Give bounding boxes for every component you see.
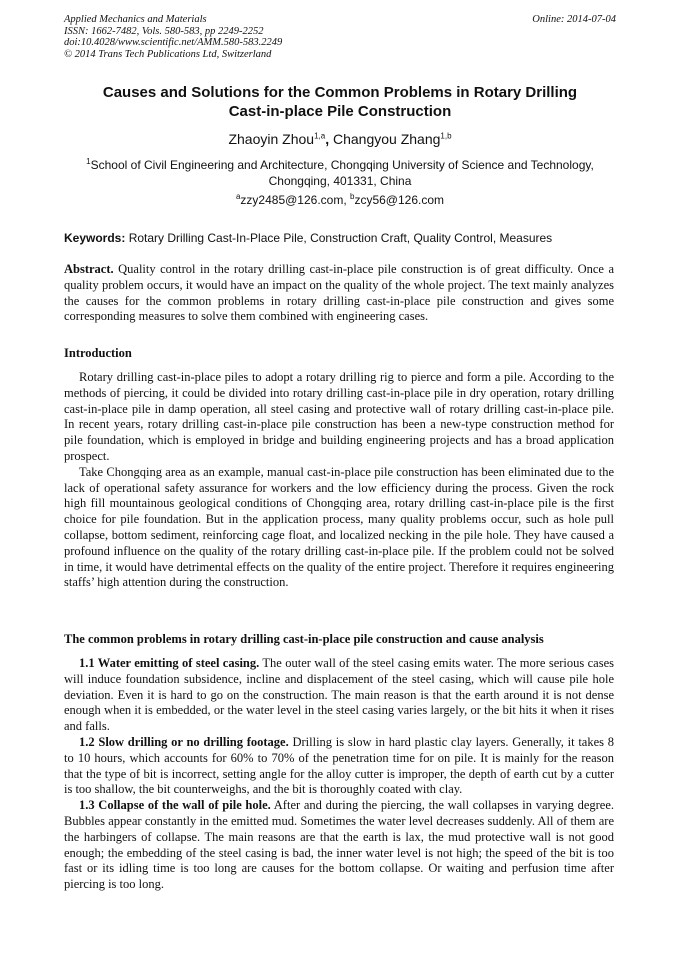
- title-line-2: Cast-in-place Pile Construction: [228, 103, 452, 120]
- author-2-affil-sup: 1,b: [440, 131, 452, 141]
- author-1-affil-sup: 1,a: [314, 131, 326, 141]
- copyright-line: © 2014 Trans Tech Publications Ltd, Switzerland: [64, 48, 272, 60]
- introduction-section: [64, 370, 614, 591]
- issn-line: ISSN: 1662-7482, Vols. 580-583, pp 2249-2252: [64, 25, 264, 37]
- subsection-1-3-text: After and during the piercing, the wall collapses in varying degree. Bubbles appear constantly in the emitted mud. Sometimes the water level decreases suddenly. All of them are the harbingers of collapse. The main reasons are that the earth is lax, the mud protective wall is not good enough; the embedding of the steel casing is bad, the inner water level is not high; the speed of the bit is too fast or its idling time is too long are causes for the bottom collapse. Or waiting and perfusion time after piercing is too long.: [64, 798, 615, 892]
- subsection-1-2-label: 1.2 Slow drilling or no drilling footage.: [79, 734, 289, 749]
- affiliation-line-2: Chongqing, 401331, China: [268, 174, 412, 188]
- journal-name: Applied Mechanics and Materials: [64, 14, 207, 25]
- section-2: [64, 656, 614, 893]
- subsection-1-2-text: Drilling is slow in hard plastic clay layers. Generally, it takes 8 to 10 hours, which accounts for 60% to 70% of the penetration time for on pile. It is mainly for the reason that the type of bit is incorrect, setting angle for the alloy cutter is improper, the depth of earth cut by a cutter is too shallow, the bit counterweighs, and the bit is thoroughly coated with clay.: [64, 734, 614, 797]
- section-2-heading: The common problems in rotary drilling cast-in-place pile construction and cause analysis: [64, 632, 544, 646]
- author-2-name: Changyou Zhang: [332, 131, 441, 147]
- keywords-line: [64, 230, 616, 246]
- affiliation: [64, 157, 616, 189]
- email-a[interactable]: zzy2485@126.com,: [240, 193, 350, 207]
- journal-header: [64, 14, 616, 60]
- online-date: Online: 2014-07-04: [532, 14, 616, 25]
- title-line-1: Causes and Solutions for the Common Problems in Rotary Drilling: [102, 84, 578, 101]
- abstract-label: Abstract.: [64, 262, 114, 276]
- introduction-heading: Introduction: [64, 346, 132, 360]
- email-line: [64, 192, 616, 208]
- author-separator: ,: [325, 131, 333, 147]
- subsection-1-1-label: 1.1 Water emitting of steel casing.: [79, 656, 260, 670]
- intro-paragraph-2: Take Chongqing area as an example, manual cast-in-place pile construction has been eliminated due to the lack of operational safety assurance for workers and the low efficiency during the process. Given the rock high fill mountainous geological conditions of Chongqing area, rotary drilling cast-in-place pile is the first choice for pile foundation. But in the application process, many quality problems occur, such as hole pull collapse, bottom sediment, reinforcing cage float, and localized necking in the pile hole. They have caused a profound influence on the quality of the rotary drilling cast-in-place pile. If the problem could not be solved in time, it would have detrimental effects on the quality of the entire project. Therefore it requires engineering staffs’ high attention during the construction.: [64, 464, 614, 590]
- author-1-name: Zhaoyin Zhou: [228, 131, 315, 147]
- affiliation-line-1: School of Civil Engineering and Architecture, Chongqing University of Science and Technology,: [90, 158, 594, 172]
- doi-line: doi:10.4028/www.scientific.net/AMM.580-583.2249: [64, 37, 283, 48]
- paper-title: [64, 83, 616, 121]
- email-b[interactable]: zcy56@126.com: [354, 193, 445, 207]
- subsection-1-3: [64, 798, 614, 893]
- abstract: [64, 262, 614, 325]
- subsection-1-1: [64, 656, 614, 735]
- intro-paragraph-1: Rotary drilling cast-in-place piles to adopt a rotary drilling rig to pierce and form a pile. According to the methods of piercing, it could be divided into rotary drilling cast-in-place pile in dry operation, rotary drilling cast-in-place pile in damp operation, all steel casing and protective wall of rotary drilling cast-in-place pile. In recent years, rotary drilling cast-in-place pile construction has been a new-type construction method for pile foundation, which is employed in bridge and building engineering projects and has a broad application prospect.: [64, 370, 614, 463]
- affiliation-sup: 1: [86, 157, 91, 166]
- subsection-1-2: [64, 735, 614, 798]
- keywords-text: Rotary Drilling Cast-In-Place Pile, Construction Craft, Quality Control, Measures: [125, 231, 553, 245]
- keywords-label: Keywords:: [64, 231, 126, 245]
- email-a-sup: a: [235, 192, 241, 201]
- abstract-text: Quality control in the rotary drilling cast-in-place pile construction is of great difficulty. Once a quality problem occurs, it would have an impact on the quality of the whole project. The text mainly analyzes the causes for the common problems in rotary drilling cast-in-place pile construction and gives some corresponding measures to solve them combined with engineering cases.: [64, 262, 614, 324]
- subsection-1-3-label: 1.3 Collapse of the wall of pile hole.: [79, 798, 271, 813]
- subsection-1-1-text: The outer wall of the steel casing emits water. The more serious cases will induce foundation subsidence, incline and displacement of the steel casing, which will cause pile hole deviation. Even it is hard to go on the construction. The main reason is that the earth around it is not dense enough when it is embedded, or the water level in the steel casing varies largely, or the bit hits it when it rises and falls.: [64, 656, 614, 734]
- author-list: [64, 130, 616, 148]
- email-b-sup: b: [350, 192, 355, 201]
